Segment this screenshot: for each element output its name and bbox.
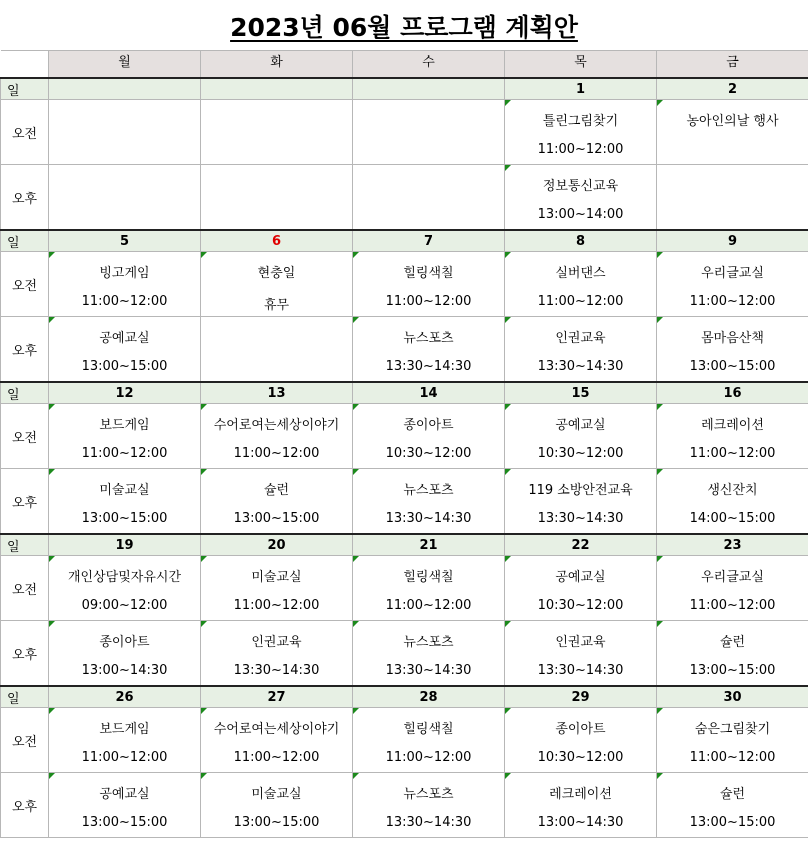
program-time: 11:00~12:00 xyxy=(81,750,168,765)
program-activity: 인권교육 xyxy=(251,635,302,650)
afternoon-label: 오후 xyxy=(1,469,49,535)
program-cell[interactable] xyxy=(505,708,657,773)
program-time: 휴무 xyxy=(263,298,290,313)
program-cell[interactable] xyxy=(353,404,505,469)
comment-marker-icon xyxy=(49,708,55,714)
program-activity: 슐런 xyxy=(719,635,746,650)
afternoon-row xyxy=(1,773,808,838)
date-cell: 21 xyxy=(353,534,505,556)
morning-row xyxy=(1,404,808,469)
program-time: 13:30~14:30 xyxy=(385,511,472,526)
comment-marker-icon xyxy=(353,773,359,779)
comment-marker-icon xyxy=(201,469,207,475)
program-cell[interactable] xyxy=(657,708,808,773)
program-time: 11:00~12:00 xyxy=(233,750,320,765)
program-cell[interactable] xyxy=(201,404,353,469)
program-time: 11:00~12:00 xyxy=(233,446,320,461)
program-cell[interactable] xyxy=(49,621,201,687)
comment-marker-icon xyxy=(657,773,663,779)
comment-marker-icon xyxy=(201,773,207,779)
program-cell[interactable] xyxy=(49,100,201,165)
comment-marker-icon xyxy=(657,621,663,627)
program-activity: 뉴스포츠 xyxy=(403,331,454,346)
program-activity: 종이아트 xyxy=(555,722,606,737)
program-activity: 미술교실 xyxy=(251,787,302,802)
program-activity: 우리글교실 xyxy=(701,570,764,585)
date-row xyxy=(1,382,808,404)
program-cell[interactable] xyxy=(657,556,808,621)
weekday-header-fri: 금 xyxy=(657,51,808,79)
date-cell xyxy=(201,78,353,100)
program-cell[interactable] xyxy=(49,317,201,383)
program-time: 13:30~14:30 xyxy=(385,359,472,374)
header-corner xyxy=(1,51,49,79)
comment-marker-icon xyxy=(505,773,511,779)
program-time: 11:00~12:00 xyxy=(537,294,624,309)
program-cell[interactable] xyxy=(353,252,505,317)
program-activity: 몸마음산책 xyxy=(701,331,764,346)
program-cell[interactable] xyxy=(201,165,353,231)
program-activity: 공예교실 xyxy=(555,570,606,585)
program-time: 13:30~14:30 xyxy=(537,511,624,526)
program-cell[interactable] xyxy=(49,773,201,838)
afternoon-row xyxy=(1,317,808,383)
program-cell[interactable] xyxy=(201,621,353,687)
comment-marker-icon xyxy=(49,469,55,475)
comment-marker-icon xyxy=(505,317,511,323)
comment-marker-icon xyxy=(49,404,55,410)
program-cell[interactable] xyxy=(353,708,505,773)
program-time: 11:00~12:00 xyxy=(233,598,320,613)
program-activity: 수어로여는세상이야기 xyxy=(213,722,340,737)
program-time: 13:00~15:00 xyxy=(233,511,320,526)
afternoon-row xyxy=(1,621,808,687)
date-row-label: 일 xyxy=(1,534,49,556)
afternoon-label: 오후 xyxy=(1,621,49,687)
program-activity: 실버댄스 xyxy=(555,266,606,281)
program-cell[interactable] xyxy=(657,469,808,535)
program-activity: 인권교육 xyxy=(555,331,606,346)
date-cell: 13 xyxy=(201,382,353,404)
program-cell[interactable] xyxy=(201,556,353,621)
date-cell xyxy=(49,78,201,100)
weekday-header-mon: 월 xyxy=(49,51,201,79)
program-cell[interactable] xyxy=(353,100,505,165)
program-cell[interactable] xyxy=(505,773,657,838)
program-cell[interactable] xyxy=(49,252,201,317)
program-cell[interactable] xyxy=(49,404,201,469)
program-activity: 레크레이션 xyxy=(549,787,612,802)
comment-marker-icon xyxy=(657,469,663,475)
program-time: 11:00~12:00 xyxy=(385,598,472,613)
program-activity: 공예교실 xyxy=(555,418,606,433)
date-cell: 29 xyxy=(505,686,657,708)
morning-label: 오전 xyxy=(1,252,49,317)
date-row-label: 일 xyxy=(1,78,49,100)
program-cell[interactable] xyxy=(353,165,505,231)
comment-marker-icon xyxy=(353,317,359,323)
date-cell: 22 xyxy=(505,534,657,556)
program-time: 13:00~15:00 xyxy=(81,815,168,830)
comment-marker-icon xyxy=(49,556,55,562)
program-time: 13:00~14:00 xyxy=(537,207,624,222)
comment-marker-icon xyxy=(353,404,359,410)
date-cell: 6 xyxy=(201,230,353,252)
program-cell[interactable] xyxy=(49,708,201,773)
afternoon-label: 오후 xyxy=(1,317,49,383)
program-time: 10:30~12:00 xyxy=(537,446,624,461)
program-cell[interactable] xyxy=(201,773,353,838)
comment-marker-icon xyxy=(201,708,207,714)
program-activity: 미술교실 xyxy=(251,570,302,585)
comment-marker-icon xyxy=(201,252,207,258)
program-time: 09:00~12:00 xyxy=(81,598,168,613)
comment-marker-icon xyxy=(505,556,511,562)
date-row-label: 일 xyxy=(1,230,49,252)
date-cell: 7 xyxy=(353,230,505,252)
program-cell[interactable] xyxy=(657,621,808,687)
comment-marker-icon xyxy=(353,556,359,562)
page-title: 2023년 06월 프로그램 계획안 xyxy=(230,13,578,42)
comment-marker-icon xyxy=(657,404,663,410)
date-cell: 28 xyxy=(353,686,505,708)
date-cell: 15 xyxy=(505,382,657,404)
program-time: 13:00~15:00 xyxy=(689,359,776,374)
comment-marker-icon xyxy=(505,404,511,410)
program-activity: 종이아트 xyxy=(99,635,150,650)
date-row-label: 일 xyxy=(1,382,49,404)
morning-row xyxy=(1,100,808,165)
program-cell[interactable] xyxy=(505,100,657,165)
weekday-header-row xyxy=(1,51,808,79)
program-activity: 뉴스포츠 xyxy=(403,787,454,802)
program-activity: 공예교실 xyxy=(99,331,150,346)
program-activity: 개인상담및자유시간 xyxy=(67,570,182,585)
program-time: 13:00~14:30 xyxy=(537,815,624,830)
date-cell: 20 xyxy=(201,534,353,556)
program-activity: 슐런 xyxy=(719,787,746,802)
program-time: 10:30~12:00 xyxy=(385,446,472,461)
comment-marker-icon xyxy=(353,469,359,475)
program-cell[interactable] xyxy=(657,100,808,165)
comment-marker-icon xyxy=(201,621,207,627)
comment-marker-icon xyxy=(505,708,511,714)
afternoon-label: 오후 xyxy=(1,773,49,838)
date-cell: 8 xyxy=(505,230,657,252)
date-row xyxy=(1,230,808,252)
program-cell[interactable] xyxy=(353,317,505,383)
comment-marker-icon xyxy=(505,100,511,106)
morning-row xyxy=(1,252,808,317)
date-cell: 9 xyxy=(657,230,808,252)
program-time: 13:00~15:00 xyxy=(81,359,168,374)
program-activity: 생신잔치 xyxy=(707,483,758,498)
morning-row xyxy=(1,556,808,621)
program-time: 13:00~15:00 xyxy=(689,663,776,678)
program-time: 13:30~14:30 xyxy=(537,359,624,374)
comment-marker-icon xyxy=(505,165,511,171)
program-cell[interactable] xyxy=(353,773,505,838)
program-cell[interactable] xyxy=(505,621,657,687)
program-cell[interactable] xyxy=(505,469,657,535)
date-cell: 2 xyxy=(657,78,808,100)
comment-marker-icon xyxy=(505,252,511,258)
weekday-header-wed: 수 xyxy=(353,51,505,79)
program-activity: 레크레이션 xyxy=(701,418,764,433)
program-time: 11:00~12:00 xyxy=(689,598,776,613)
program-cell[interactable] xyxy=(505,317,657,383)
date-cell: 19 xyxy=(49,534,201,556)
program-activity: 미술교실 xyxy=(99,483,150,498)
program-time: 11:00~12:00 xyxy=(689,750,776,765)
weekday-header-thu: 목 xyxy=(505,51,657,79)
comment-marker-icon xyxy=(353,621,359,627)
program-activity: 현충일 xyxy=(257,266,296,281)
program-time: 11:00~12:00 xyxy=(537,142,624,157)
date-cell: 26 xyxy=(49,686,201,708)
program-time: 11:00~12:00 xyxy=(385,750,472,765)
program-cell[interactable] xyxy=(657,165,808,231)
program-time: 13:30~14:30 xyxy=(537,663,624,678)
comment-marker-icon xyxy=(353,708,359,714)
program-cell[interactable] xyxy=(201,100,353,165)
program-time: 13:30~14:30 xyxy=(385,815,472,830)
comment-marker-icon xyxy=(49,621,55,627)
date-cell: 27 xyxy=(201,686,353,708)
program-cell[interactable] xyxy=(657,404,808,469)
program-time: 14:00~15:00 xyxy=(689,511,776,526)
program-time: 11:00~12:00 xyxy=(81,446,168,461)
comment-marker-icon xyxy=(505,621,511,627)
program-activity: 종이아트 xyxy=(403,418,454,433)
program-cell[interactable] xyxy=(353,556,505,621)
program-activity: 공예교실 xyxy=(99,787,150,802)
program-cell[interactable] xyxy=(201,708,353,773)
date-row xyxy=(1,78,808,100)
program-activity: 숨은그림찾기 xyxy=(694,722,771,737)
date-row xyxy=(1,534,808,556)
program-activity: 정보통신교육 xyxy=(542,179,619,194)
morning-label: 오전 xyxy=(1,556,49,621)
program-cell[interactable] xyxy=(657,773,808,838)
weekday-header-tue: 화 xyxy=(201,51,353,79)
date-row xyxy=(1,686,808,708)
program-activity: 보드게임 xyxy=(99,722,150,737)
morning-label: 오전 xyxy=(1,100,49,165)
program-time: 11:00~12:00 xyxy=(81,294,168,309)
program-time: 11:00~12:00 xyxy=(689,446,776,461)
program-cell[interactable] xyxy=(201,469,353,535)
program-activity: 119 소방안전교육 xyxy=(528,483,633,498)
date-cell: 5 xyxy=(49,230,201,252)
date-cell: 16 xyxy=(657,382,808,404)
program-activity: 힐링색칠 xyxy=(403,570,454,585)
date-cell: 23 xyxy=(657,534,808,556)
program-activity: 수어로여는세상이야기 xyxy=(213,418,340,433)
comment-marker-icon xyxy=(201,404,207,410)
program-activity: 우리글교실 xyxy=(701,266,764,281)
program-calendar xyxy=(0,50,808,838)
program-cell[interactable] xyxy=(49,556,201,621)
comment-marker-icon xyxy=(201,556,207,562)
program-activity: 힐링색칠 xyxy=(403,722,454,737)
program-time: 13:00~15:00 xyxy=(689,815,776,830)
program-activity: 보드게임 xyxy=(99,418,150,433)
date-cell: 14 xyxy=(353,382,505,404)
comment-marker-icon xyxy=(657,708,663,714)
program-cell[interactable] xyxy=(505,556,657,621)
morning-row xyxy=(1,708,808,773)
date-cell: 12 xyxy=(49,382,201,404)
program-time: 13:00~15:00 xyxy=(81,511,168,526)
comment-marker-icon xyxy=(657,100,663,106)
program-activity: 빙고게임 xyxy=(99,266,150,281)
program-time: 13:00~15:00 xyxy=(233,815,320,830)
morning-label: 오전 xyxy=(1,404,49,469)
comment-marker-icon xyxy=(49,773,55,779)
program-cell[interactable] xyxy=(657,317,808,383)
program-cell[interactable] xyxy=(505,165,657,231)
comment-marker-icon xyxy=(353,252,359,258)
program-cell[interactable] xyxy=(353,621,505,687)
afternoon-row xyxy=(1,165,808,231)
afternoon-label: 오후 xyxy=(1,165,49,231)
program-time: 13:30~14:30 xyxy=(385,663,472,678)
comment-marker-icon xyxy=(657,252,663,258)
program-time: 13:00~14:30 xyxy=(81,663,168,678)
program-time: 10:30~12:00 xyxy=(537,750,624,765)
program-cell[interactable] xyxy=(657,252,808,317)
date-cell xyxy=(353,78,505,100)
program-activity: 뉴스포츠 xyxy=(403,483,454,498)
program-cell[interactable] xyxy=(505,404,657,469)
program-time: 13:30~14:30 xyxy=(233,663,320,678)
program-time: 11:00~12:00 xyxy=(385,294,472,309)
program-activity: 슐런 xyxy=(263,483,290,498)
date-row-label: 일 xyxy=(1,686,49,708)
comment-marker-icon xyxy=(49,252,55,258)
program-cell[interactable] xyxy=(201,317,353,383)
morning-label: 오전 xyxy=(1,708,49,773)
date-cell: 1 xyxy=(505,78,657,100)
comment-marker-icon xyxy=(657,317,663,323)
program-cell[interactable] xyxy=(505,252,657,317)
program-activity: 틀린그림찾기 xyxy=(542,114,619,129)
program-activity: 힐링색칠 xyxy=(403,266,454,281)
program-activity: 뉴스포츠 xyxy=(403,635,454,650)
program-cell[interactable] xyxy=(201,252,353,317)
program-cell[interactable] xyxy=(49,469,201,535)
date-cell: 30 xyxy=(657,686,808,708)
program-activity: 인권교육 xyxy=(555,635,606,650)
afternoon-row xyxy=(1,469,808,535)
comment-marker-icon xyxy=(505,469,511,475)
comment-marker-icon xyxy=(49,317,55,323)
program-activity: 농아인의날 행사 xyxy=(686,114,779,129)
program-time: 11:00~12:00 xyxy=(689,294,776,309)
program-time: 10:30~12:00 xyxy=(537,598,624,613)
comment-marker-icon xyxy=(657,556,663,562)
program-cell[interactable] xyxy=(353,469,505,535)
program-cell[interactable] xyxy=(49,165,201,231)
